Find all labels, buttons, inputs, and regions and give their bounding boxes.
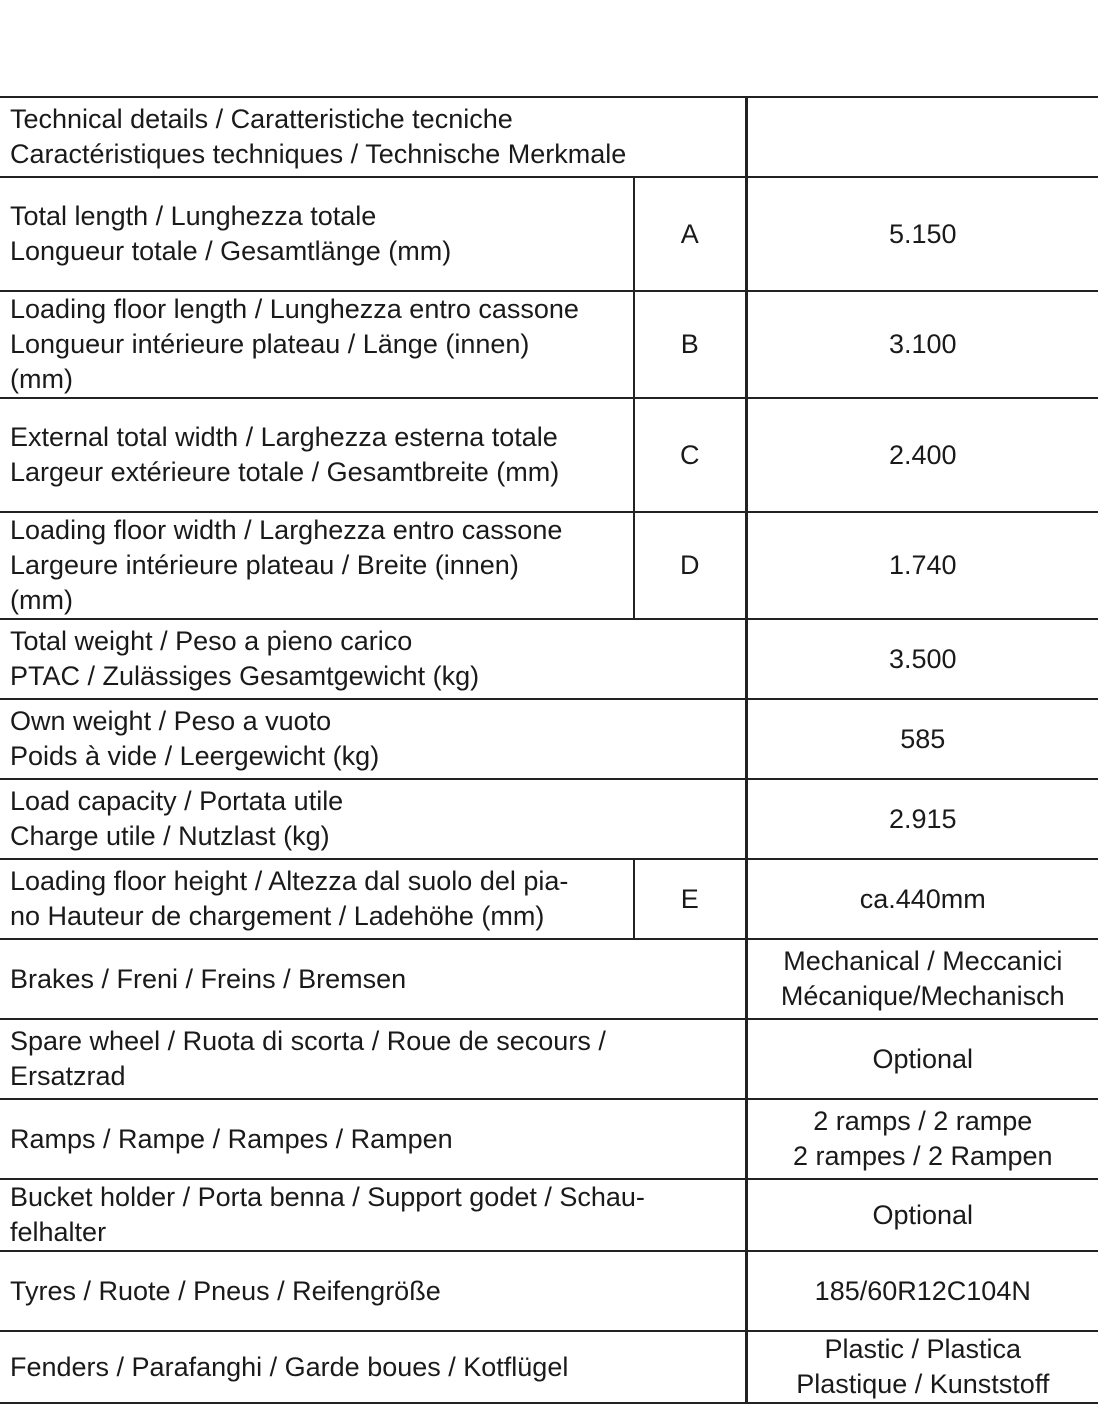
technical-specs-body — [0, 97, 1098, 1403]
spec-label-cell — [0, 512, 634, 619]
spec-label: Fenders / Parafanghi / Garde boues / Kotflügel — [10, 1351, 569, 1382]
table-row — [0, 779, 1098, 859]
table-header-line: Caractéristiques techniques / Technische Merkmale — [10, 139, 627, 169]
spec-value-cell — [746, 939, 1098, 1019]
spec-code: C — [634, 398, 746, 512]
table-row — [0, 699, 1098, 779]
spec-label-cell — [0, 699, 746, 779]
spec-label: Total length / Lunghezza totale — [10, 201, 377, 231]
spec-label: Largeure intérieure plateau / Breite (innen) — [10, 550, 519, 580]
spec-value: 1.740 — [888, 550, 957, 580]
technical-specs-table — [0, 96, 1098, 1404]
spec-value: 2.400 — [888, 439, 957, 470]
table-row — [0, 1251, 1098, 1331]
spec-value-cell — [746, 1331, 1098, 1403]
spec-code: D — [634, 512, 746, 619]
spec-label-cell — [0, 859, 634, 939]
spec-label: Own weight / Peso a vuoto — [10, 706, 332, 736]
table-row — [0, 939, 1098, 1019]
table-header-cell — [0, 97, 746, 177]
spec-value-cell — [746, 859, 1098, 939]
spec-label-cell — [0, 619, 746, 699]
table-row — [0, 1099, 1098, 1179]
spec-value: 185/60R12C104N — [814, 1275, 1031, 1306]
spec-value: 3.500 — [888, 643, 957, 674]
table-header-value-cell — [746, 97, 1098, 177]
spec-label: (mm) — [10, 364, 73, 394]
spec-label: (mm) — [10, 585, 73, 615]
spec-label: External total width / Larghezza esterna totale — [10, 422, 558, 452]
spec-value: Optional — [872, 1043, 974, 1074]
spec-value: 2 rampes / 2 Rampen — [792, 1141, 1053, 1171]
table-row — [0, 512, 1098, 619]
spec-label-cell — [0, 779, 746, 859]
spec-value: Mechanical / Meccanici — [783, 946, 1063, 976]
table-row — [0, 859, 1098, 939]
table-row — [0, 1179, 1098, 1251]
spec-value-cell — [746, 398, 1098, 512]
spec-label: Spare wheel / Ruota di scorta / Roue de secours / — [10, 1026, 606, 1056]
spec-value-cell — [746, 699, 1098, 779]
spec-label-cell — [0, 1099, 746, 1179]
spec-value-cell — [746, 779, 1098, 859]
spec-label: Total weight / Peso a pieno carico — [10, 626, 413, 656]
table-row — [0, 619, 1098, 699]
spec-value-cell — [746, 512, 1098, 619]
table-row — [0, 291, 1098, 398]
spec-value: ca.440mm — [859, 883, 986, 914]
spec-label: Largeur extérieure totale / Gesamtbreite (mm) — [10, 457, 560, 487]
spec-value: Optional — [872, 1199, 974, 1230]
spec-value-cell — [746, 1179, 1098, 1251]
spec-label-cell — [0, 398, 634, 512]
spec-label-cell — [0, 1251, 746, 1331]
spec-label: Tyres / Ruote / Pneus / Reifengröße — [10, 1275, 441, 1306]
spec-value: 2 ramps / 2 rampe — [813, 1106, 1033, 1136]
spec-label: Loading floor width / Larghezza entro cassone — [10, 515, 563, 545]
spec-value-cell — [746, 1251, 1098, 1331]
spec-code: A — [634, 177, 746, 291]
spec-label: Ersatzrad — [10, 1061, 126, 1091]
spec-label-cell — [0, 939, 746, 1019]
spec-label: Load capacity / Portata utile — [10, 786, 344, 816]
spec-value-cell — [746, 1099, 1098, 1179]
spec-value-cell — [746, 177, 1098, 291]
spec-value-cell — [746, 619, 1098, 699]
spec-label: Brakes / Freni / Freins / Bremsen — [10, 963, 407, 994]
spec-value-cell — [746, 1019, 1098, 1099]
spec-label-cell — [0, 1331, 746, 1403]
spec-label-cell — [0, 291, 634, 398]
spec-label: Longueur totale / Gesamtlänge (mm) — [10, 236, 452, 266]
spec-value: 2.915 — [888, 803, 957, 834]
spec-label: felhalter — [10, 1217, 107, 1247]
spec-code: E — [634, 859, 746, 939]
spec-value-cell — [746, 291, 1098, 398]
spec-value: Mécanique/Mechanisch — [780, 981, 1065, 1011]
table-row — [0, 177, 1098, 291]
table-row — [0, 1019, 1098, 1099]
spec-value: Plastic / Plastica — [824, 1334, 1022, 1364]
spec-label: Loading floor length / Lunghezza entro cassone — [10, 294, 579, 324]
table-row — [0, 398, 1098, 512]
spec-label: Longueur intérieure plateau / Länge (innen) — [10, 329, 530, 359]
spec-label-cell — [0, 1019, 746, 1099]
spec-value: 585 — [900, 723, 946, 754]
spec-label: Bucket holder / Porta benna / Support godet / Schau- — [10, 1182, 645, 1212]
spec-value: 5.150 — [888, 218, 957, 249]
spec-label-cell — [0, 177, 634, 291]
table-header-row — [0, 97, 1098, 177]
spec-label: Loading floor height / Altezza dal suolo del pia- — [10, 866, 569, 896]
spec-value: 3.100 — [888, 329, 957, 359]
spec-label: Poids à vide / Leergewicht (kg) — [10, 741, 380, 771]
table-row — [0, 1331, 1098, 1403]
spec-value: Plastique / Kunststoff — [796, 1369, 1050, 1399]
spec-label: Ramps / Rampe / Rampes / Rampen — [10, 1123, 453, 1154]
spec-label: no Hauteur de chargement / Ladehöhe (mm) — [10, 901, 545, 931]
spec-label: Charge utile / Nutzlast (kg) — [10, 821, 330, 851]
spec-label: PTAC / Zulässiges Gesamtgewicht (kg) — [10, 661, 480, 691]
spec-label-cell — [0, 1179, 746, 1251]
table-header-line: Technical details / Caratteristiche tecniche — [10, 104, 513, 134]
spec-code: B — [634, 291, 746, 398]
